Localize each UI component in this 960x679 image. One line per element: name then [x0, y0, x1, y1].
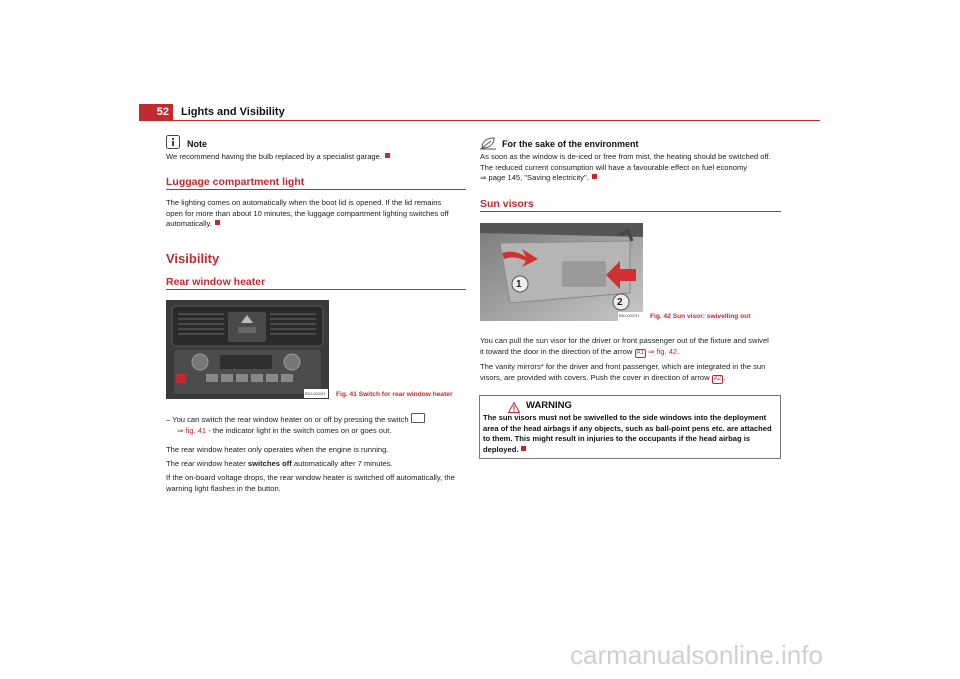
sun-visor-text-2: The vanity mirrors* for the driver and front passenger, which are integrated in the sun visors, are provided with covers. Push the cover in direction of arrow A2 .: [480, 362, 766, 382]
note-text: We recommend having the bulb replaced by a specialist garage.: [166, 152, 390, 163]
page-number: 52: [139, 104, 173, 120]
end-marker: [385, 153, 390, 158]
figure-42-label-1: 1: [516, 279, 522, 290]
arrow-marker-a1: A1: [636, 349, 644, 356]
heading-rule: [480, 211, 781, 212]
paragraph: The rear window heater switches off automatically after 7 minutes.: [166, 459, 393, 468]
figure-42-label-2: 2: [617, 297, 623, 308]
heading-visibility: Visibility: [166, 251, 220, 266]
paragraph: If the on-board voltage drops, the rear window heater is switched off automatically, the warning light flashes in the button.: [166, 473, 455, 493]
environment-text: As soon as the window is de-iced or free from mist, the heating should be switched off. The reduced current consumption will have a favourable effect on fuel economy ⇒ page 145, "Saving electricity".: [480, 152, 771, 183]
rear-window-switch-icon: [411, 413, 425, 423]
heading-sun-visors: Sun visors: [480, 198, 534, 210]
environment-title: For the sake of the environment: [502, 139, 639, 149]
heading-luggage: Luggage compartment light: [166, 176, 305, 188]
warning-box: [479, 395, 781, 459]
heading-rule: [166, 289, 466, 290]
warning-text: The sun visors must not be swivelled to the side windows into the deployment area of the head airbags if any objects, such as ball-point pens etc. are attached to them. This might result in injuries to the occupants if the head airbag is deployed.: [483, 413, 772, 454]
fig-42-link[interactable]: ⇒ fig. 42: [647, 346, 678, 356]
paragraph: The rear window heater only operates when the engine is running.: [166, 445, 389, 454]
sun-visor-text-1: You can pull the sun visor for the driver or front passenger out of the fixture and swivel it toward the door in the direction of the arrow A1 ⇒ fig. 42.: [480, 336, 769, 356]
luggage-text: The lighting comes on automatically when the boot lid is opened. If the lid remains open for more than about 10 minutes, the luggage compartment lighting switches off automatically.: [166, 198, 449, 229]
note-title: Note: [187, 139, 207, 149]
figure-41-image: [166, 300, 329, 399]
figure-42-code: B5J-0007H: [619, 313, 640, 318]
heading-rule: [166, 189, 466, 190]
figure-42-caption: Fig. 42 Sun visor: swivelling out: [650, 313, 751, 320]
section-title: Lights and Visibility: [181, 106, 285, 118]
figure-41-code: B5J-0031H: [305, 391, 326, 396]
bullet-rear-switch: – You can switch the rear window heater on or off by pressing the switch ⇒ fig. 41 - the indicator light in the switch comes on or goes out.: [166, 413, 471, 436]
watermark: carmanualsonline.info: [570, 640, 823, 670]
heading-rear-window: Rear window heater: [166, 276, 266, 288]
saving-electricity-link[interactable]: ⇒ page 145, "Saving electricity".: [480, 173, 589, 183]
figure-41-caption: Fig. 41 Switch for rear window heater: [336, 391, 453, 398]
arrow-marker-a2: A2: [713, 375, 722, 382]
warning-title: WARNING: [526, 400, 572, 411]
header-rule: [139, 120, 820, 121]
fig-41-link[interactable]: ⇒ fig. 41: [177, 425, 207, 435]
figure-42-image: [480, 223, 643, 321]
